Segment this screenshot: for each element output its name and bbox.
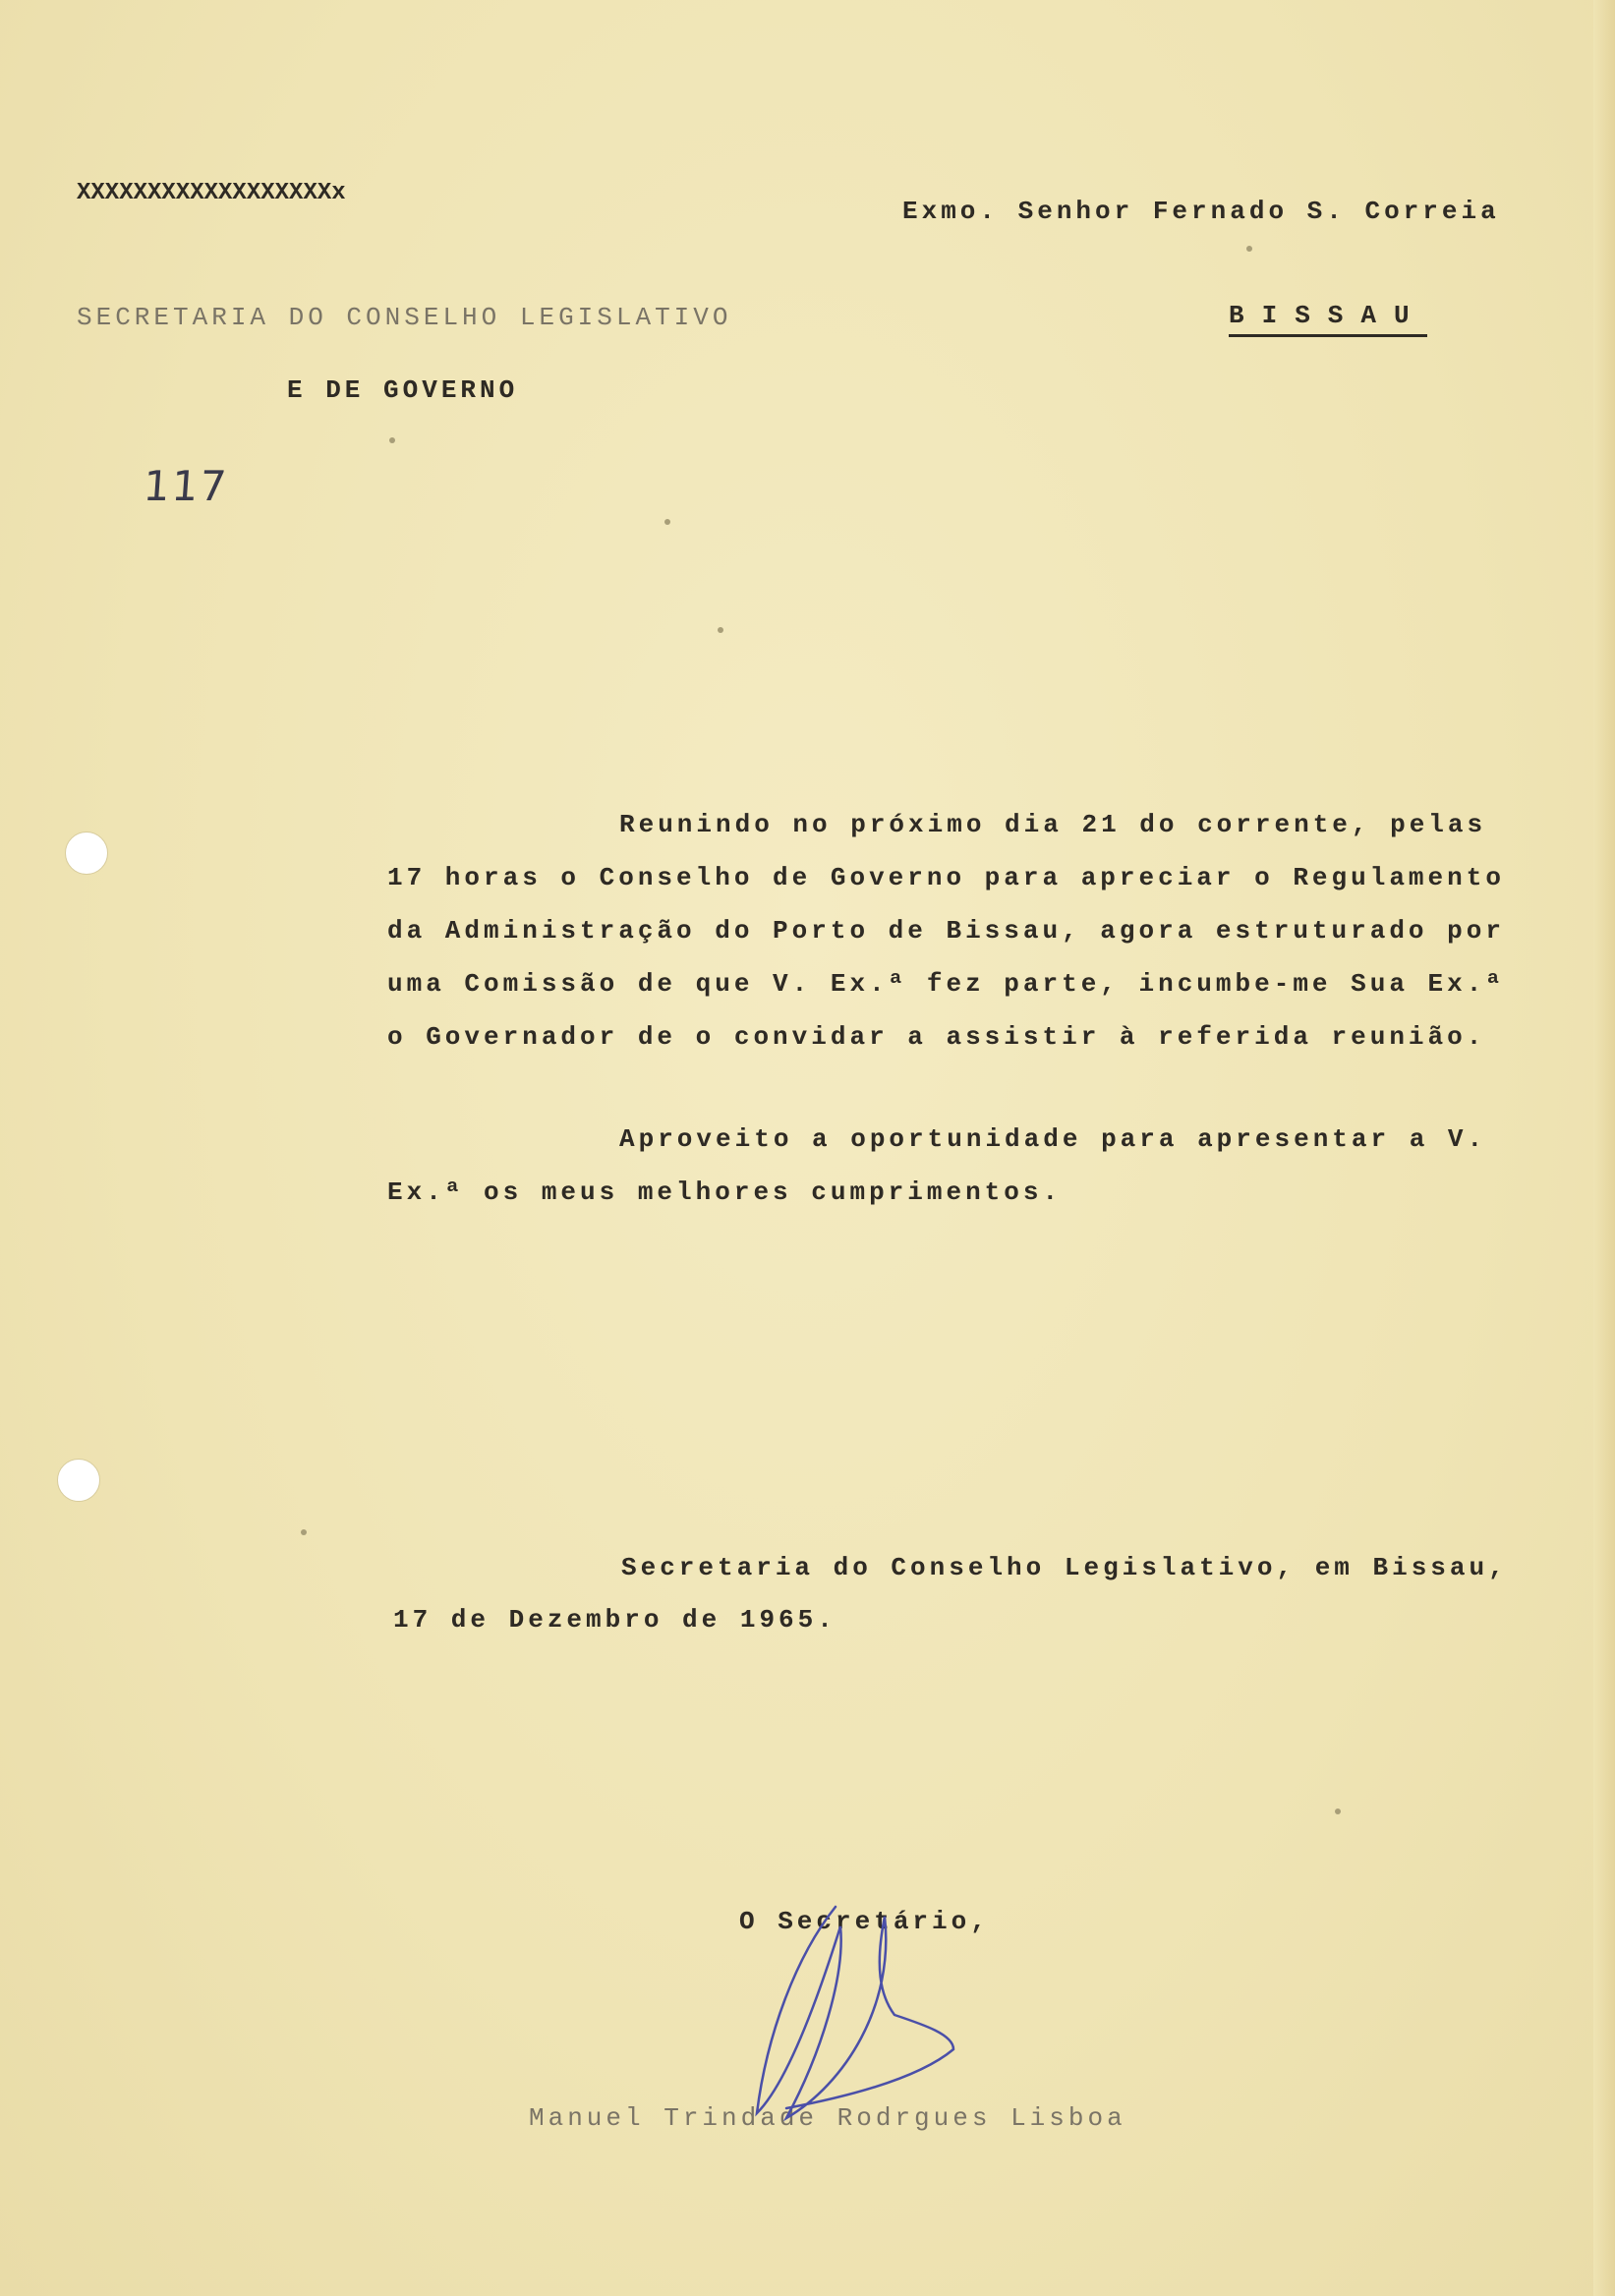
page-edge bbox=[1593, 0, 1615, 2296]
office-line-1: SECRETARIA DO CONSELHO LEGISLATIVO bbox=[77, 303, 732, 332]
paragraph-line: 17 horas o Conselho de Governo para apreciar o Regulamento bbox=[387, 863, 1505, 892]
signatory-name: Manuel Trindade Rodrgues Lisboa bbox=[529, 2103, 1126, 2133]
addressee: Exmo. Senhor Fernado S. Correia bbox=[902, 197, 1500, 226]
office-line-2: E DE GOVERNO bbox=[287, 375, 519, 405]
punch-hole-icon bbox=[65, 832, 108, 875]
paper-speck bbox=[389, 437, 395, 443]
paper-speck bbox=[718, 627, 723, 633]
paragraph-greeting bbox=[387, 1113, 1488, 1219]
paper-speck bbox=[664, 519, 670, 525]
destination-city: BISSAU bbox=[1229, 301, 1427, 337]
handwritten-signature bbox=[727, 1887, 983, 2143]
strikeout-line: XXXXXXXXXXXXXXXXXXx bbox=[77, 180, 346, 206]
paper-speck bbox=[1246, 246, 1252, 252]
paragraph-line: Reunindo no próximo dia 21 do corrente, pelas bbox=[619, 810, 1487, 839]
signatory-title: O Secretário, bbox=[739, 1907, 990, 1936]
handwritten-number: 117 bbox=[142, 462, 230, 510]
paragraph-line: Ex.ª os meus melhores cumprimentos. bbox=[387, 1177, 1063, 1207]
paper-speck bbox=[1335, 1808, 1341, 1814]
paragraph-line: Aproveito a oportunidade para apresentar a V. bbox=[619, 1124, 1487, 1154]
paragraph-line: da Administração do Porto de Bissau, agora estruturado por bbox=[387, 916, 1505, 946]
paper-speck bbox=[301, 1529, 307, 1535]
paragraph-line: uma Comissão de que V. Ex.ª fez parte, incumbe-me Sua Ex.ª bbox=[387, 969, 1505, 999]
place-line: Secretaria do Conselho Legislativo, em Bissau, bbox=[621, 1553, 1508, 1582]
paragraph-invitation bbox=[387, 798, 1505, 1063]
date-line: 17 de Dezembro de 1965. bbox=[393, 1605, 836, 1635]
paragraph-line: o Governador de o convidar a assistir à referida reunião. bbox=[387, 1022, 1486, 1052]
punch-hole-icon bbox=[57, 1459, 100, 1502]
